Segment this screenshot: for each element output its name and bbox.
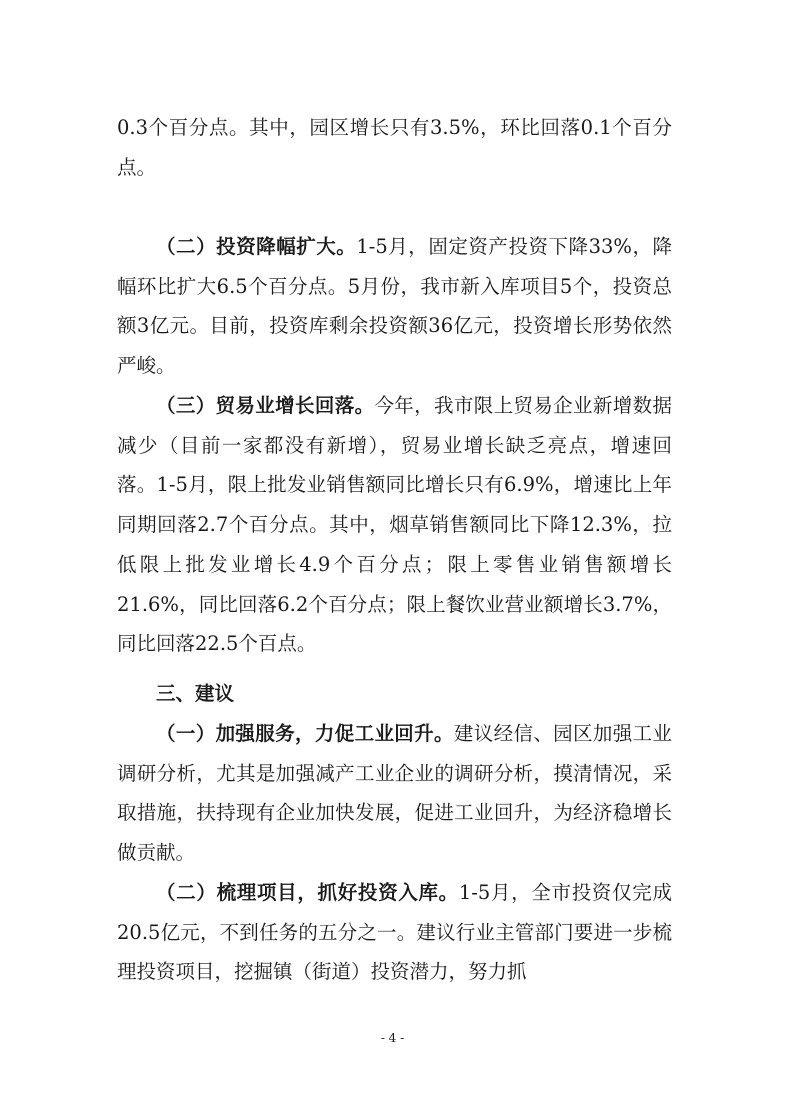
paragraph-suggestion-investment (117, 873, 672, 992)
paragraph-lead-heading: （二）投资降幅扩大。 (156, 235, 357, 258)
paragraph-text: 0.3个百分点。其中，园区增长只有3.5%，环比回落0.1个百分点。 (117, 116, 672, 179)
paragraph-industry-continued (117, 108, 672, 187)
paragraph-text: 建议经信、园区加强工业调研分析，尤其是加强减产工业企业的调研分析，摸清情况，采取措施，扶持现有企业加快发展，促进工业回升，为经济稳增长做贡献。 (117, 722, 672, 865)
paragraph-text: 1-5月，全市投资仅完成20.5亿元，不到任务的五分之一。建议行业主管部门要进一步梳理投资项目，挖掘镇（街道）投资潜力，努力抓 (117, 881, 672, 984)
paragraph-investment (117, 227, 672, 386)
page-number: - 4 - (380, 1031, 405, 1045)
paragraph-text: 1-5月，固定资产投资下降33%，降幅环比扩大6.5个百分点。5月份，我市新入库项目5个，投资总额3亿元。目前，投资库剩余投资额36亿元，投资增长形势依然严峻。 (117, 235, 672, 378)
paragraph-lead-heading: （一）加强服务，力促工业回升。 (156, 722, 454, 745)
paragraph-suggestion-industry (117, 714, 672, 873)
paragraph-lead-heading: （三）贸易业增长回落。 (156, 394, 375, 417)
section-heading-suggestions: 三、建议 (156, 682, 235, 705)
paragraph-trade (117, 386, 672, 664)
paragraph-lead-heading: （二）梳理项目，抓好投资入库。 (156, 881, 459, 904)
paragraph-text: 今年，我市限上贸易企业新增数据减少（目前一家都没有新增），贸易业增长缺乏亮点，增速回落。1-5月，限上批发业销售额同比增长只有6.9%，增速比上年同期回落2.7个百分点。其中，烟草销售额同比下降12.3%，拉低限上批发业增长4.9个百分点；限上零售业销售额增长21.6%，同比回落6.2个百分点；限上餐饮业营业额增长3.7%，同比回落22.5个百点。 (117, 394, 672, 656)
